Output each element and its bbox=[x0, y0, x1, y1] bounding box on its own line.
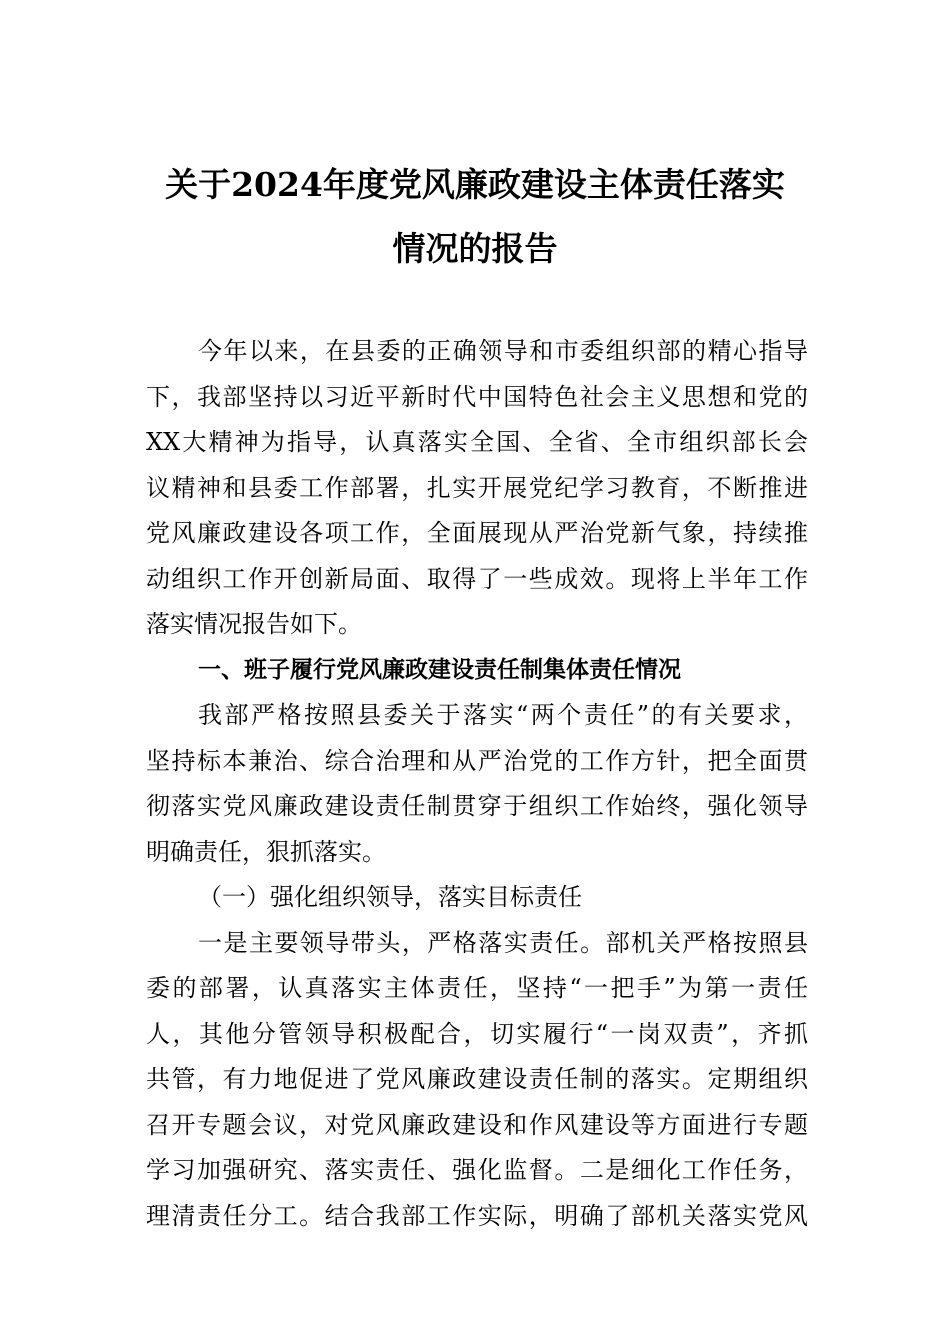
paragraph-line: XX大精神为指导，认真落实全国、全省、全市组织部长会 bbox=[146, 428, 808, 456]
paragraph-line: 彻落实党风廉政建设责任制贯穿于组织工作始终，强化领导 bbox=[146, 792, 808, 820]
paragraph-line: 坚持标本兼治、综合治理和从严治党的工作方针，把全面贯 bbox=[146, 746, 808, 775]
section-paragraph bbox=[146, 693, 808, 875]
paragraph-line: 党风廉政建设各项工作，全面展现从严治党新气象，持续推 bbox=[146, 519, 808, 547]
paragraph-line: 召开专题会议，对党风廉政建设和作风建设等方面进行专题 bbox=[146, 1110, 808, 1139]
report-title-line-2: 情况的报告 bbox=[392, 229, 558, 268]
paragraph-line: 明确责任，狠抓落实。 bbox=[146, 837, 386, 866]
subsection-paragraph bbox=[146, 921, 808, 1240]
paragraph-line: 今年以来，在县委的正确领导和市委组织部的精心指导 bbox=[198, 337, 808, 365]
paragraph-line: 人，其他分管领导积极配合，切实履行“一岗双责”，齐抓 bbox=[146, 1019, 808, 1048]
paragraph-line: 一是主要领导带头，严格落实责任。部机关严格按照县 bbox=[198, 928, 808, 957]
report-title-line-1: 关于2024年度党风廉政建设主体责任落实 bbox=[165, 165, 785, 204]
paragraph-line: 落实情况报告如下。 bbox=[146, 610, 362, 638]
paragraph-line: 委的部署，认真落实主体责任，坚持“一把手”为第一责任 bbox=[146, 974, 808, 1002]
report-body bbox=[146, 329, 808, 1239]
paragraph-line: 理清责任分工。结合我部工作实际，明确了部机关落实党风 bbox=[146, 1201, 808, 1230]
paragraph-line: 议精神和县委工作部署，扎实开展党纪学习教育，不断推进 bbox=[146, 473, 808, 502]
subsection-heading: （一）强化组织领导，落实目标责任 bbox=[198, 883, 582, 911]
paragraph-line: 共管，有力地促进了党风廉政建设责任制的落实。定期组织 bbox=[146, 1065, 808, 1093]
section-heading: 一、班子履行党风廉政建设责任制集体责任情况 bbox=[198, 656, 681, 683]
paragraph-line: 动组织工作开创新局面、取得了一些成效。现将上半年工作 bbox=[146, 564, 808, 593]
paragraph-line: 下，我部坚持以习近平新时代中国特色社会主义思想和党的 bbox=[146, 382, 808, 411]
paragraph-line: 学习加强研究、落实责任、强化监督。二是细化工作任务， bbox=[146, 1156, 808, 1184]
paragraph-line: 我部严格按照县委关于落实“两个责任”的有关要求， bbox=[198, 701, 808, 729]
intro-paragraph bbox=[146, 329, 808, 648]
